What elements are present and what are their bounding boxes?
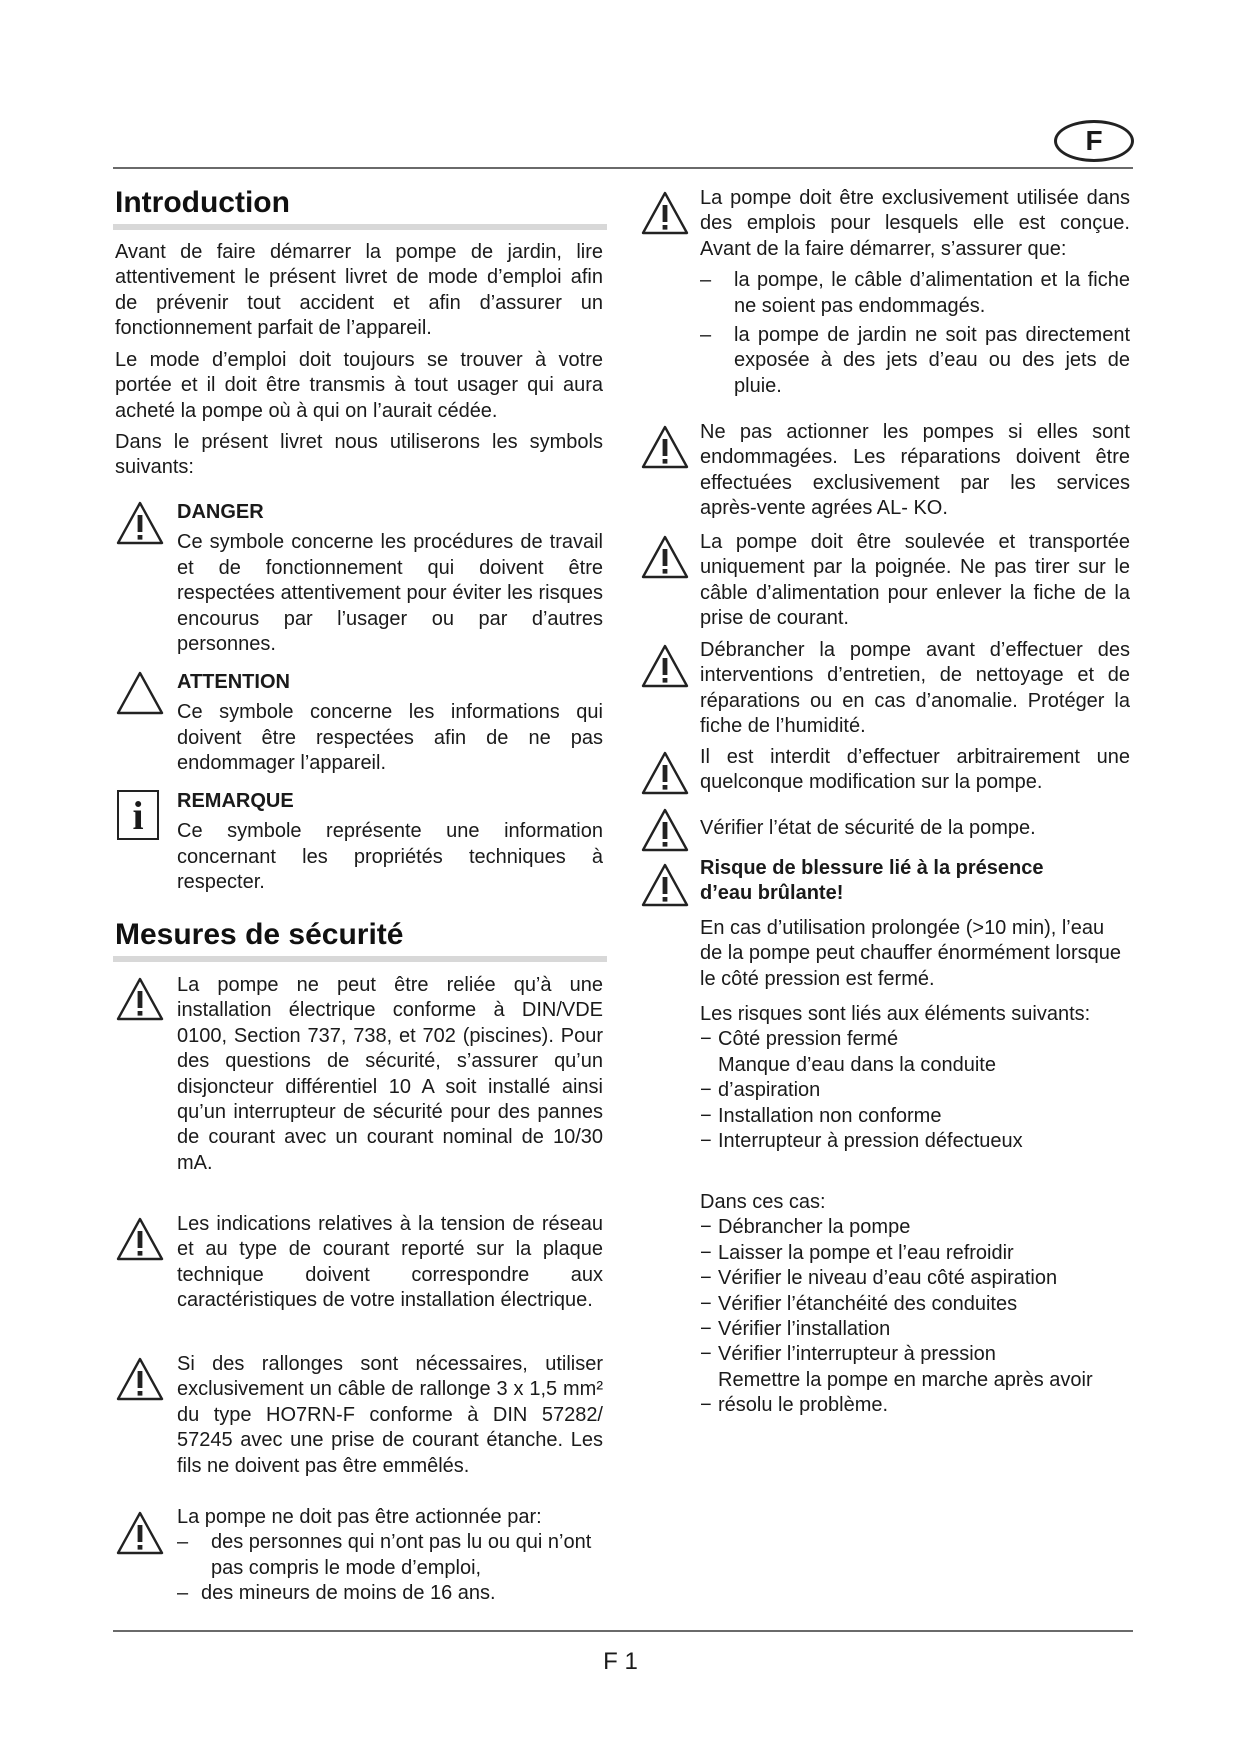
- list-item: − Débrancher la pompe: [700, 1216, 911, 1239]
- list-item: − Vérifier l’interrupteur à pression: [700, 1343, 996, 1366]
- page-number: F 1: [603, 1648, 638, 1675]
- list-item: −Manque d’eau dans la conduite d’aspiration: [700, 1053, 996, 1102]
- intro-paragraph-1: Avant de faire démarrer la pompe de jardin, lire attentivement le présent livret de mode d’emploi afin de prévenir tout accident et afin d’assurer un fonctionnement parfait de l’appareil.: [115, 241, 603, 340]
- attention-label: ATTENTION: [177, 671, 290, 693]
- remarque-label: REMARQUE: [177, 790, 294, 812]
- warning-icon: [640, 190, 690, 236]
- right-item-2: Ne pas actionner les pompes si elles sont endommagées. Les réparations doivent être effectuées exclusivement par les services après-vente agrées AL- KO.: [700, 421, 1130, 520]
- list-item: – des personnes qui n’ont pas lu ou qui n’ont pas compris le mode d’emploi,: [177, 1531, 592, 1579]
- right-item-1: La pompe doit être exclusivement utilisée dans des emplois pour lesquels elle est conçue. Avant de la faire démarrer, s’assurer que: – la pompe, le câble d’alimentation et la fiche ne soient pas endommagés. – la pompe de jardin ne soit pas directement exposée à des jets d’eau ou des jets de pluie.: [700, 186, 1130, 399]
- list-item: – la pompe, le câble d’alimentation et la fiche ne soient pas endommagés.: [700, 269, 1130, 317]
- hot-water-warning: Risque de blessure lié à la présence d’eau brûlante!: [700, 857, 1044, 905]
- list-item: − Installation non conforme: [700, 1104, 942, 1127]
- warning-icon: [115, 1216, 165, 1262]
- intro-heading-rule: [113, 224, 607, 230]
- danger-block: [177, 500, 603, 657]
- securite-item-4: [177, 1505, 603, 1607]
- list-item: −Remettre la pompe en marche après avoir résolu le problème.: [700, 1368, 1093, 1417]
- list-item: − Interrupteur à pression défectueux: [700, 1130, 1023, 1153]
- header-divider: [113, 167, 1133, 169]
- list-item: − Laisser la pompe et l’eau refroidir: [700, 1241, 1014, 1264]
- danger-text: Ce symbole concerne les procédures de travail et de fonctionnement qui doivent être respectées attentivement pour éviter les risques encourus par l’usager ou par d’autres personnes.: [177, 531, 603, 656]
- securite-heading: Mesures de sécurité: [115, 918, 404, 951]
- warning-icon: [640, 643, 690, 689]
- warning-icon: [115, 976, 165, 1022]
- securite-item-3: Si des rallonges sont nécessaires, utiliser exclusivement un câble de rallonge 3 x 1,5 mm² du type HO7RN-F conforme à DIN 57282/ 57245 avec une prise de courant étanche. Les fils ne doivent pas être emmêlés.: [177, 1353, 603, 1477]
- right-item-4: Débrancher la pompe avant d’effectuer des interventions d’entretien, de nettoyage et de réparations ou en cas d’anomalie. Protéger la fiche de l’humidité.: [700, 639, 1130, 738]
- attention-triangle-icon: [115, 670, 165, 716]
- intro-heading: Introduction: [115, 186, 290, 219]
- right-item-6: Vérifier l’état de sécurité de la pompe.: [700, 817, 1036, 839]
- list-item: − Vérifier le niveau d’eau côté aspiration: [700, 1267, 1058, 1290]
- risks-block: Les risques sont liés aux éléments suivants: − Côté pression fermé −Manque d’eau dans la conduite d’aspiration − Installation non conforme − Interrupteur à pression défectueux: [700, 1002, 1130, 1154]
- warning-icon: [640, 534, 690, 580]
- securite-item-1: La pompe ne peut être reliée qu’à une installation électrique conforme à DIN/VDE 0100, Section 737, 738, et 702 (piscines). Pour des questions de sécurité, s’assurer qu’un disjoncteur différentiel 10 A soit installé ainsi qu’un interrupteur de sécurité pour des pannes de courant avec un courant nominal de 10/30 mA.: [177, 974, 603, 1174]
- warning-icon: [115, 1510, 165, 1556]
- cases-block: Dans ces cas: − Débrancher la pompe − Laisser la pompe et l’eau refroidir − Vérifier le niveau d’eau côté aspiration − Vérifier l’étanchéité des conduites − Vérifier l’installation − Vérifier l’interrupteur à pression −Remettre la pompe en marche après avoir résolu le problème.: [700, 1190, 1130, 1419]
- intro-paragraph-2: Le mode d’emploi doit toujours se trouver à votre portée et il doit être transmis à tout usager qui aura acheté la pompe où à qui on l’aurait cédée.: [115, 349, 603, 422]
- danger-warning-icon: [115, 500, 165, 546]
- right-item-3: La pompe doit être soulevée et transportée uniquement par la poignée. Ne pas tirer sur le câble d’alimentation pour enlever la fiche de la prise de courant.: [700, 531, 1130, 630]
- danger-label: DANGER: [177, 501, 264, 523]
- list-item: − Côté pression fermé: [700, 1028, 899, 1051]
- right-paragraph-8: En cas d’utilisation prolongée (>10 min), l’eau de la pompe peut chauffer énormément lorsque le côté pression est fermé.: [700, 917, 1122, 990]
- footer-divider: [113, 1630, 1133, 1632]
- right-item-5: Il est interdit d’effectuer arbitrairement une quelconque modification sur la pompe.: [700, 746, 1130, 794]
- securite-heading-rule: [113, 956, 607, 962]
- securite-item-4-intro: La pompe ne doit pas être actionnée par:: [177, 1506, 542, 1528]
- securite-item-2: Les indications relatives à la tension de réseau et au type de courant reporté sur la plaque technique doivent correspondre aux caractéristiques de votre installation électrique.: [177, 1213, 603, 1312]
- language-badge: F: [1054, 120, 1134, 162]
- intro-paragraph-3: Dans le présent livret nous utiliserons les symbols suivants:: [115, 431, 603, 479]
- warning-icon: [115, 1356, 165, 1402]
- attention-block: [177, 670, 603, 777]
- attention-text: Ce symbole concerne les informations qui doivent être respectées afin de ne pas endommager l’appareil.: [177, 701, 603, 775]
- list-item: – des mineurs de moins de 16 ans.: [177, 1582, 496, 1605]
- list-item: − Vérifier l’étanchéité des conduites: [700, 1292, 1018, 1315]
- warning-icon: [640, 424, 690, 470]
- warning-icon: [640, 750, 690, 796]
- remarque-block: [177, 789, 603, 896]
- info-icon: i: [117, 790, 159, 840]
- remarque-text: Ce symbole représente une information concernant les propriétés techniques à respecter.: [177, 820, 603, 894]
- warning-icon: [640, 807, 690, 853]
- list-item: – la pompe de jardin ne soit pas directement exposée à des jets d’eau ou des jets de pluie.: [700, 324, 1130, 397]
- list-item: − Vérifier l’installation: [700, 1318, 891, 1341]
- warning-icon: [640, 862, 690, 908]
